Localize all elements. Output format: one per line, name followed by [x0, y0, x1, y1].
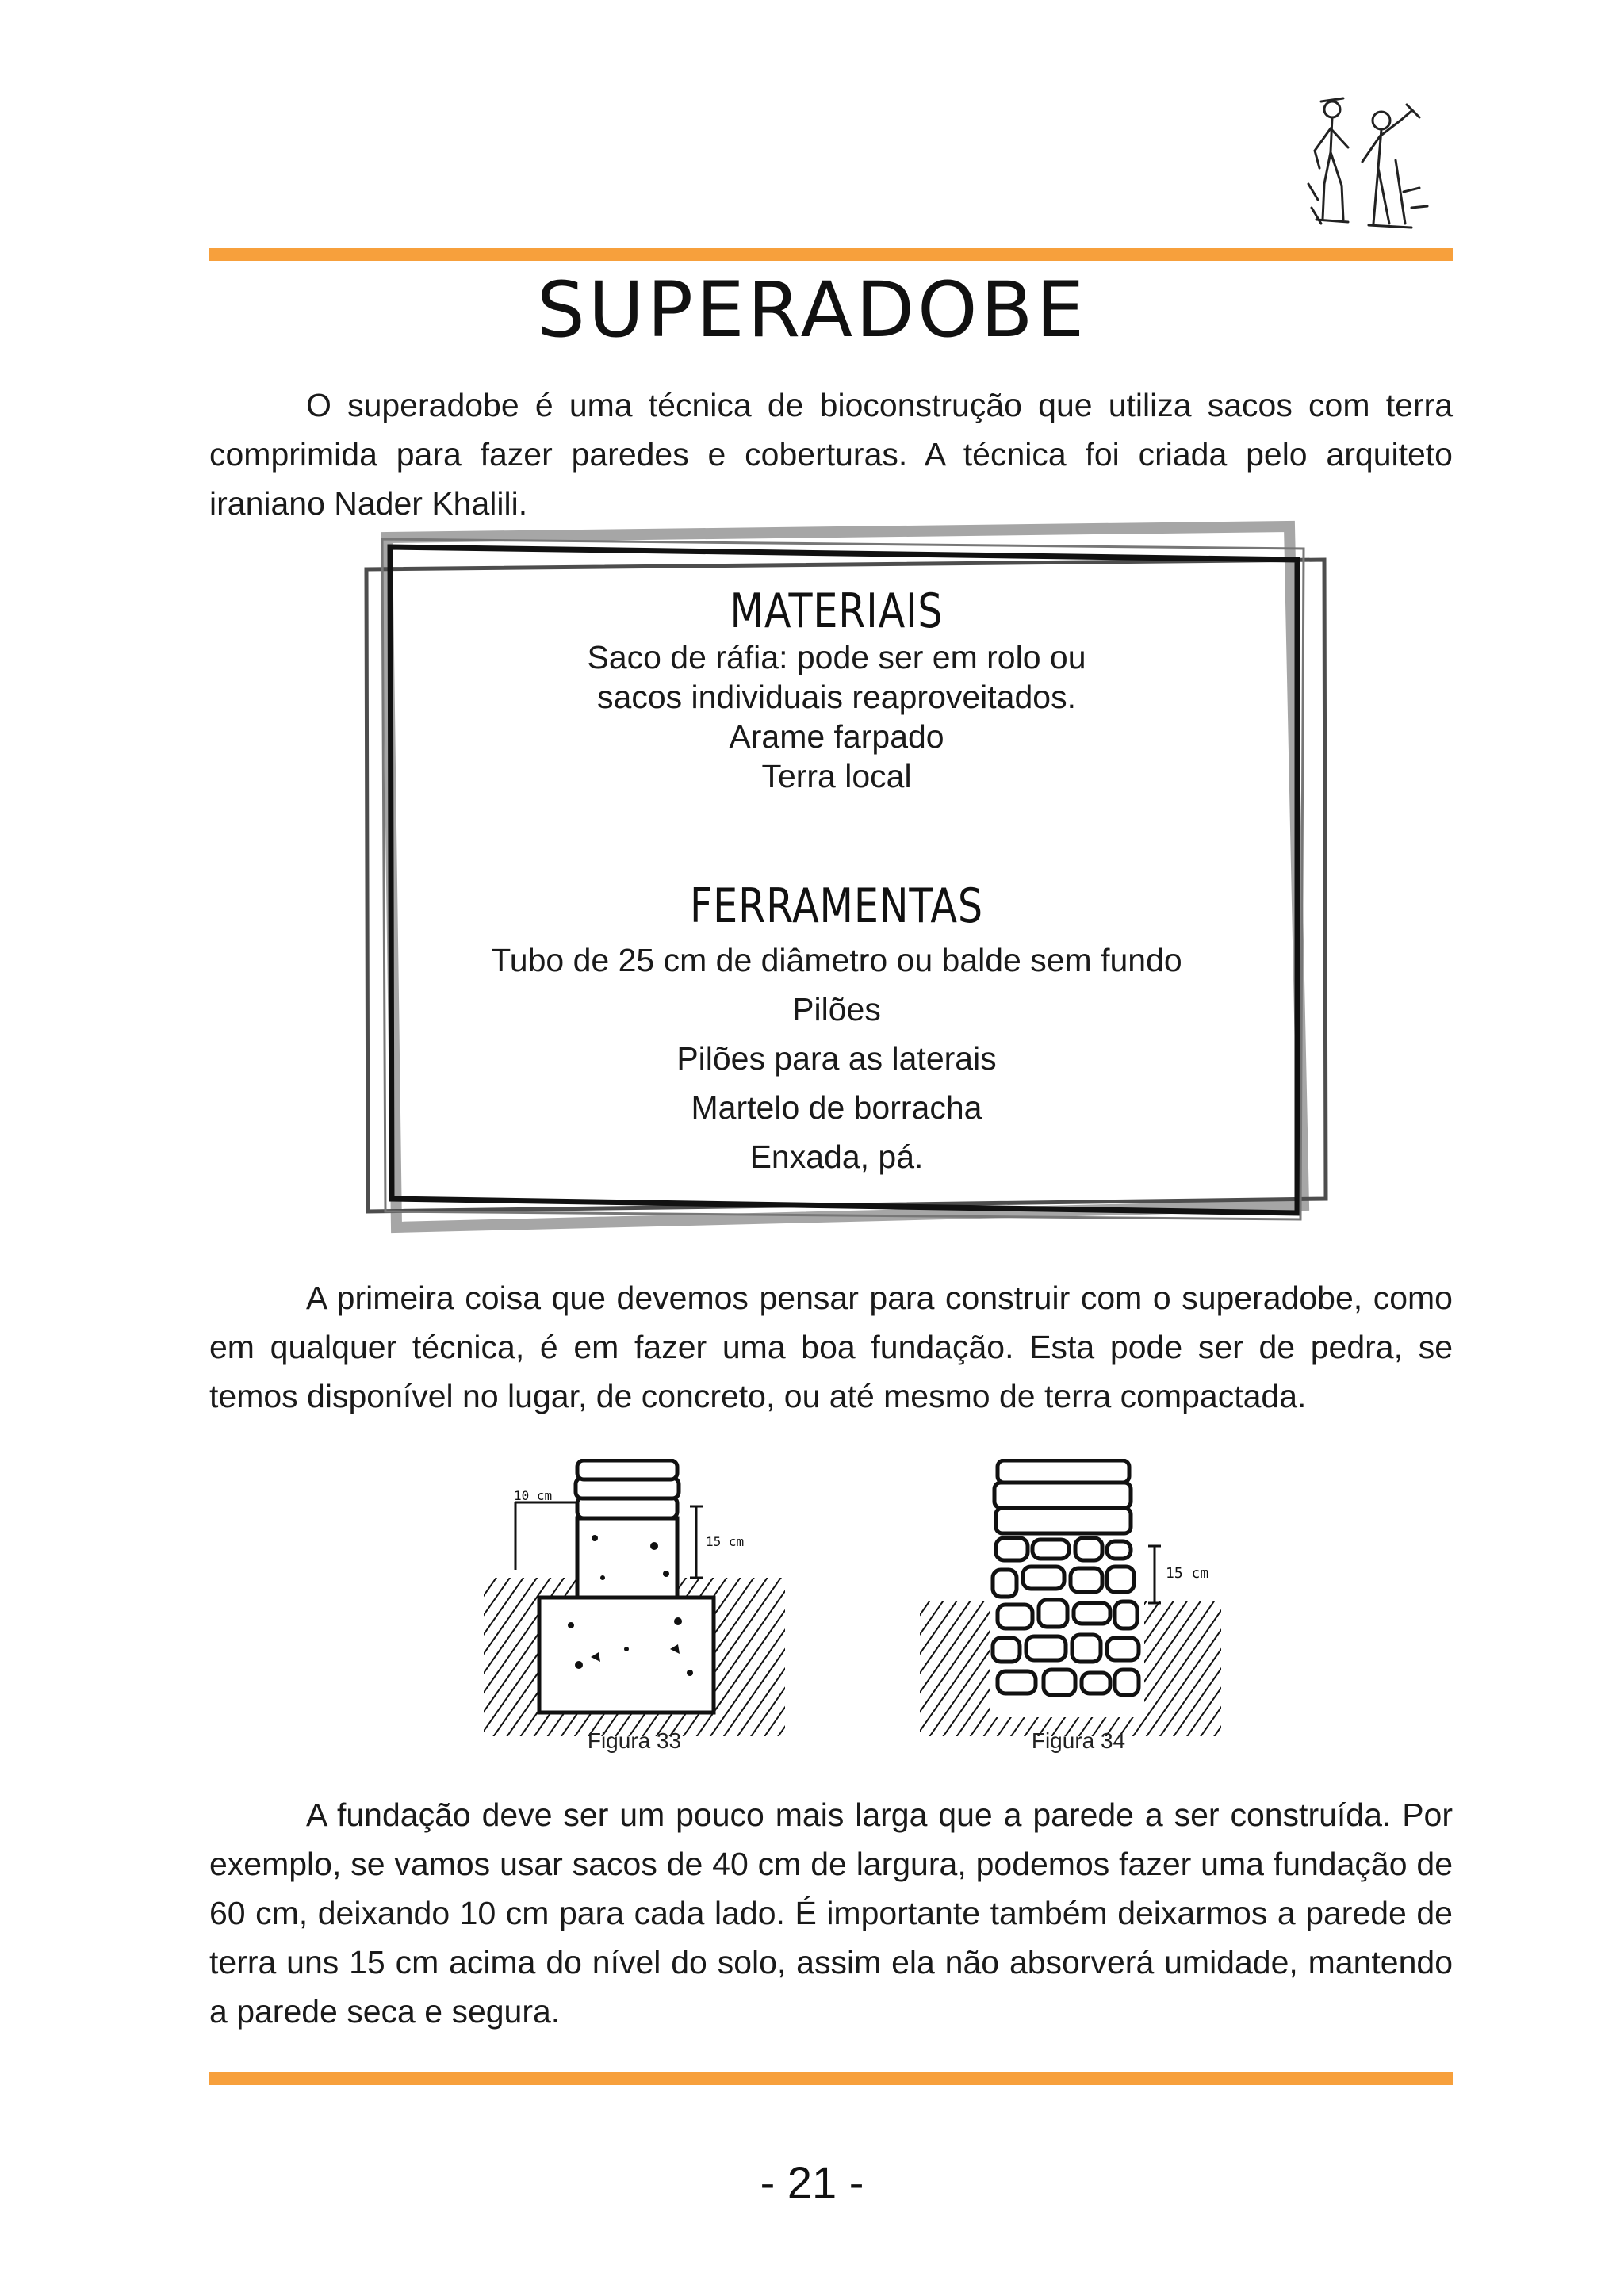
foundation-text: A primeira coisa que devemos pensar para construir com o superadobe, como em qualquer técnica, é em fazer uma boa fundação. Esta pode ser de pedra, se temos disponível no lugar, de concreto, ou até mesmo de terra compactada. [209, 1280, 1453, 1414]
bottom-orange-rule [209, 2072, 1453, 2085]
figure-34-caption: Figura 34 [1031, 1728, 1126, 1753]
page-number: - 21 - [760, 2157, 864, 2207]
top-orange-rule [209, 248, 1453, 261]
materials-item: Terra local [761, 758, 912, 794]
page-title: SUPERADOBE [536, 266, 1088, 354]
intro-paragraph [209, 381, 1453, 528]
width-paragraph [209, 1790, 1453, 2036]
tools-item: Pilões para as laterais [676, 1040, 997, 1077]
intro-text: O superadobe é uma técnica de bioconstrução que utiliza sacos com terra comprimida para fazer paredes e coberturas. A técnica foi criada pelo arquiteto iraniano Nader Khalili. [209, 387, 1453, 522]
fig33-label-10cm: 10 cm [514, 1488, 553, 1503]
tools-item: Martelo de borracha [691, 1089, 982, 1126]
fig33-label-15cm: 15 cm [706, 1534, 745, 1549]
tools-heading: FERRAMENTAS [690, 878, 983, 934]
tools-item: Tubo de 25 cm de diâmetro ou balde sem fundo [491, 942, 1182, 978]
figure-34-illustration [920, 1459, 1237, 1736]
tools-item: Enxada, pá. [749, 1138, 924, 1175]
materials-section [349, 585, 1324, 796]
figure-33-caption: Figura 33 [587, 1728, 682, 1753]
materials-item: sacos individuais reaproveitados. [597, 679, 1076, 715]
tools-item: Pilões [792, 991, 881, 1027]
fig34-label-15cm: 15 cm [1166, 1565, 1209, 1582]
materials-item: Saco de ráfia: pode ser em rolo ou [587, 639, 1086, 675]
tools-section [349, 880, 1324, 1181]
materials-heading: MATERIAIS [730, 584, 944, 639]
figure-33-illustration [484, 1459, 785, 1736]
foundation-paragraph [209, 1273, 1453, 1421]
width-text: A fundação deve ser um pouco mais larga que a parede a ser construída. Por exemplo, se vamos usar sacos de 40 cm de largura, podemos fazer uma fundação de 60 cm, deixando 10 cm para cada lado. É importante também deixarmos a parede de terra uns 15 cm acima do nível do solo, assim ela não absorverá umidade, mantendo a parede seca e segura. [209, 1797, 1453, 2030]
header-illustration-icon [1300, 89, 1435, 239]
materials-item: Arame farpado [729, 718, 944, 755]
